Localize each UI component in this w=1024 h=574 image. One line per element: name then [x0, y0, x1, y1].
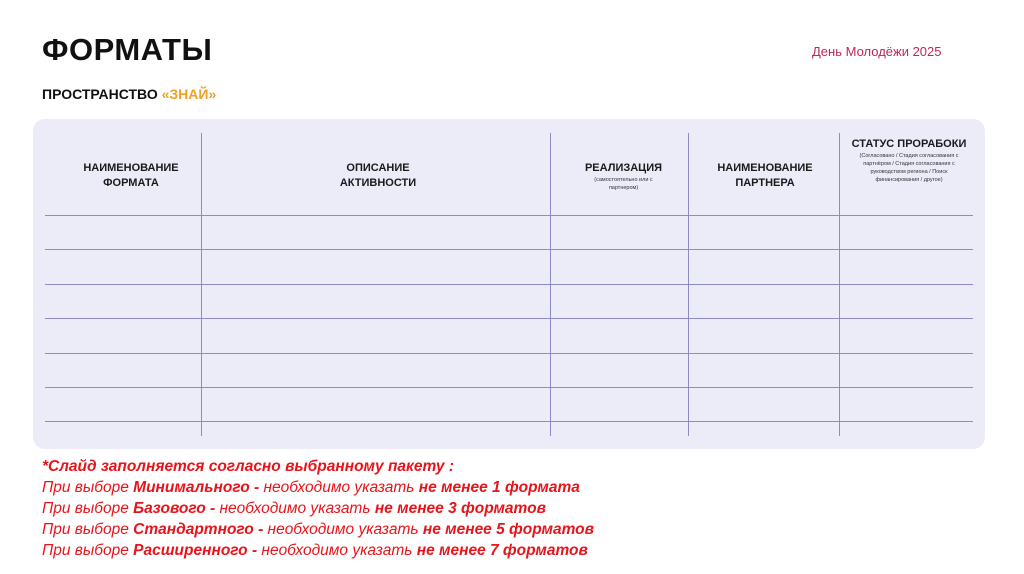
subtitle-prefix: ПРОСТРАНСТВО	[42, 86, 162, 102]
note-mid: необходимо указать	[259, 479, 419, 496]
column-label: ОПИСАНИЕ АКТИВНОСТИ	[339, 162, 417, 189]
column-note: (самостоятельно или с партнером)	[594, 177, 653, 191]
note-package: Расширенного -	[133, 542, 258, 559]
note-mid: необходимо указать	[257, 542, 417, 559]
note-mid: необходимо указать	[263, 521, 423, 538]
row-divider	[45, 215, 973, 216]
note-requirement: не менее 5 форматов	[422, 521, 594, 538]
page-subtitle	[42, 86, 216, 102]
row-divider	[45, 387, 973, 388]
row-divider	[45, 421, 973, 422]
column-label: РЕАЛИЗАЦИЯ	[584, 162, 663, 174]
notes-heading: *Слайд заполняется согласно выбранному пакету :	[42, 458, 454, 475]
column-header-format-name	[75, 161, 187, 191]
column-header-activity-description	[323, 161, 433, 191]
row-divider	[45, 353, 973, 354]
column-header-status	[849, 137, 969, 184]
column-header-partner-name	[705, 161, 825, 191]
column-note: (Согласовано / Стадия согласования с партнёром / Стадия согласования с руководством региона / Поиск финансирования / другое)	[859, 153, 959, 183]
formats-table	[33, 119, 985, 449]
note-mid: необходимо указать	[215, 500, 375, 517]
note-line-extended	[42, 540, 594, 561]
column-header-implementation	[581, 161, 666, 192]
note-prefix: При выборе	[42, 479, 134, 496]
note-line-minimal	[42, 477, 594, 498]
note-line-basic	[42, 498, 594, 519]
page-title: ФОРМАТЫ	[42, 32, 213, 67]
note-prefix: При выборе	[42, 542, 134, 559]
subtitle-accent: «ЗНАЙ»	[161, 86, 217, 102]
note-package: Базового -	[133, 500, 216, 517]
row-divider	[45, 249, 973, 250]
note-prefix: При выборе	[42, 521, 134, 538]
package-notes	[42, 456, 594, 561]
column-label: НАИМЕНОВАНИЕ ФОРМАТА	[83, 162, 179, 189]
note-requirement: не менее 1 формата	[418, 479, 580, 496]
column-label: СТАТУС ПРОРАБОКИ	[851, 138, 967, 150]
note-line-standard	[42, 519, 594, 540]
note-package: Стандартного -	[133, 521, 264, 538]
note-requirement: не менее 7 форматов	[416, 542, 588, 559]
brand-label: День Молодёжи 2025	[812, 44, 942, 59]
row-divider	[45, 284, 973, 285]
column-label: НАИМЕНОВАНИЕ ПАРТНЕРА	[717, 162, 813, 189]
row-divider	[45, 318, 973, 319]
note-requirement: не менее 3 форматов	[374, 500, 546, 517]
note-package: Минимального -	[133, 479, 260, 496]
note-prefix: При выборе	[42, 500, 134, 517]
